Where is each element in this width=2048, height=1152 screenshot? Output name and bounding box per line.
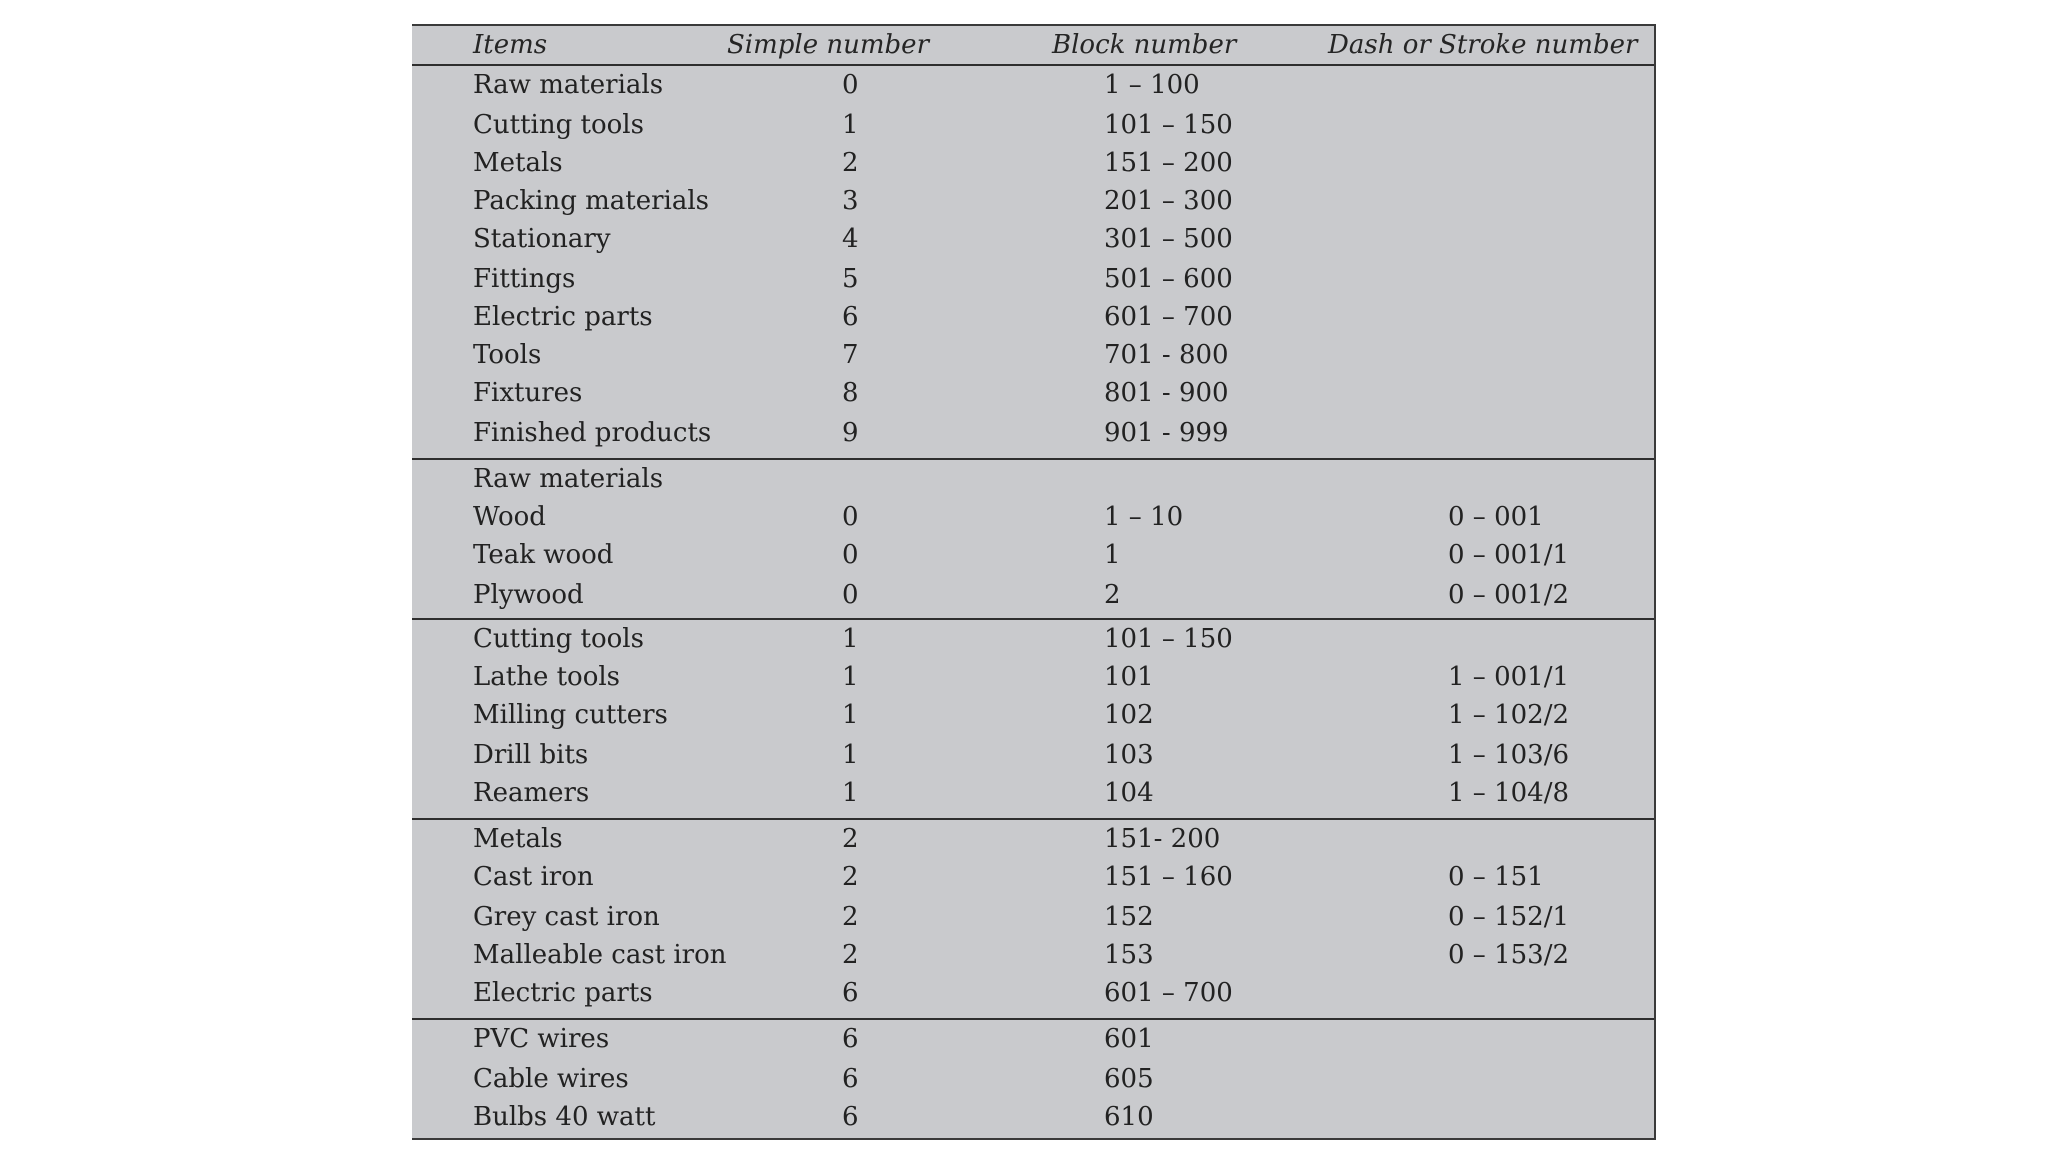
cell-item: Cutting tools bbox=[473, 624, 644, 654]
cell-block-number: 2 bbox=[1104, 580, 1121, 610]
table-row bbox=[412, 460, 1654, 498]
cell-dash-number: 1 – 001/1 bbox=[1448, 662, 1569, 692]
header-dash-number: Dash or Stroke number bbox=[1328, 30, 1638, 60]
table-group bbox=[412, 818, 1654, 1018]
cell-block-number: 102 bbox=[1104, 700, 1154, 730]
table-row bbox=[412, 774, 1654, 812]
cell-dash-number: 1 – 104/8 bbox=[1448, 778, 1569, 808]
cell-block-number: 103 bbox=[1104, 740, 1154, 770]
cell-item: Raw materials bbox=[473, 464, 664, 494]
table-group bbox=[412, 1018, 1654, 1140]
table-row bbox=[412, 66, 1654, 104]
cell-block-number: 151 – 200 bbox=[1104, 148, 1233, 178]
cell-block-number: 101 – 150 bbox=[1104, 110, 1233, 140]
header-block-number: Block number bbox=[1052, 30, 1237, 60]
table-row bbox=[412, 736, 1654, 774]
cell-simple-number: 1 bbox=[842, 110, 859, 140]
cell-dash-number: 0 – 001/2 bbox=[1448, 580, 1569, 610]
table-row bbox=[412, 414, 1654, 452]
cell-block-number: 901 - 999 bbox=[1104, 418, 1229, 448]
table-row bbox=[412, 144, 1654, 182]
cell-block-number: 1 – 100 bbox=[1104, 70, 1200, 100]
cell-simple-number: 8 bbox=[842, 378, 859, 408]
cell-simple-number: 1 bbox=[842, 778, 859, 808]
cell-item: Grey cast iron bbox=[473, 902, 660, 932]
cell-block-number: 152 bbox=[1104, 902, 1154, 932]
cell-block-number: 201 – 300 bbox=[1104, 186, 1233, 216]
cell-simple-number: 0 bbox=[842, 502, 859, 532]
cell-item: Cutting tools bbox=[473, 110, 644, 140]
cell-simple-number: 6 bbox=[842, 1024, 859, 1054]
cell-item: Malleable cast iron bbox=[473, 940, 727, 970]
table-row bbox=[412, 298, 1654, 336]
table-row bbox=[412, 536, 1654, 574]
cell-item: Electric parts bbox=[473, 302, 653, 332]
cell-item: Plywood bbox=[473, 580, 584, 610]
table-row bbox=[412, 576, 1654, 614]
cell-dash-number: 0 – 001/1 bbox=[1448, 540, 1569, 570]
table-row bbox=[412, 936, 1654, 974]
cell-simple-number: 3 bbox=[842, 186, 859, 216]
cell-block-number: 501 – 600 bbox=[1104, 264, 1233, 294]
cell-simple-number: 6 bbox=[842, 978, 859, 1008]
table-row bbox=[412, 898, 1654, 936]
cell-block-number: 701 - 800 bbox=[1104, 340, 1229, 370]
table-row bbox=[412, 974, 1654, 1012]
table-row bbox=[412, 336, 1654, 374]
table-row bbox=[412, 820, 1654, 858]
cell-simple-number: 6 bbox=[842, 1064, 859, 1094]
cell-block-number: 801 - 900 bbox=[1104, 378, 1229, 408]
cell-item: Teak wood bbox=[473, 540, 614, 570]
cell-simple-number: 0 bbox=[842, 70, 859, 100]
cell-block-number: 1 bbox=[1104, 540, 1121, 570]
cell-simple-number: 0 bbox=[842, 540, 859, 570]
cell-item: PVC wires bbox=[473, 1024, 610, 1054]
cell-block-number: 101 bbox=[1104, 662, 1154, 692]
cell-item: Bulbs 40 watt bbox=[473, 1102, 656, 1132]
cell-item: Electric parts bbox=[473, 978, 653, 1008]
header-items: Items bbox=[473, 30, 548, 60]
cell-simple-number: 4 bbox=[842, 224, 859, 254]
cell-simple-number: 2 bbox=[842, 902, 859, 932]
cell-simple-number: 1 bbox=[842, 740, 859, 770]
table-row bbox=[412, 498, 1654, 536]
cell-dash-number: 0 – 153/2 bbox=[1448, 940, 1569, 970]
table-row bbox=[412, 1098, 1654, 1136]
cell-item: Metals bbox=[473, 148, 563, 178]
table-header bbox=[412, 26, 1654, 66]
cell-dash-number: 1 – 103/6 bbox=[1448, 740, 1569, 770]
cell-simple-number: 1 bbox=[842, 624, 859, 654]
cell-dash-number: 1 – 102/2 bbox=[1448, 700, 1569, 730]
cell-simple-number: 7 bbox=[842, 340, 859, 370]
cell-block-number: 151 – 160 bbox=[1104, 862, 1233, 892]
header-simple-number: Simple number bbox=[727, 30, 929, 60]
cell-simple-number: 2 bbox=[842, 148, 859, 178]
cell-item: Metals bbox=[473, 824, 563, 854]
cell-simple-number: 1 bbox=[842, 662, 859, 692]
cell-simple-number: 1 bbox=[842, 700, 859, 730]
table-row bbox=[412, 106, 1654, 144]
cell-block-number: 601 – 700 bbox=[1104, 978, 1233, 1008]
table-row bbox=[412, 696, 1654, 734]
table-row bbox=[412, 182, 1654, 220]
cell-block-number: 151- 200 bbox=[1104, 824, 1221, 854]
cell-simple-number: 0 bbox=[842, 580, 859, 610]
cell-simple-number: 2 bbox=[842, 940, 859, 970]
cell-item: Tools bbox=[473, 340, 542, 370]
cell-dash-number: 0 – 152/1 bbox=[1448, 902, 1569, 932]
cell-item: Finished products bbox=[473, 418, 712, 448]
cell-item: Fixtures bbox=[473, 378, 583, 408]
cell-item: Cast iron bbox=[473, 862, 594, 892]
cell-item: Reamers bbox=[473, 778, 590, 808]
coding-table bbox=[412, 24, 1656, 1140]
cell-block-number: 153 bbox=[1104, 940, 1154, 970]
cell-item: Drill bits bbox=[473, 740, 589, 770]
table-row bbox=[412, 260, 1654, 298]
cell-item: Cable wires bbox=[473, 1064, 629, 1094]
cell-item: Lathe tools bbox=[473, 662, 621, 692]
cell-item: Fittings bbox=[473, 264, 576, 294]
cell-block-number: 610 bbox=[1104, 1102, 1154, 1132]
cell-item: Packing materials bbox=[473, 186, 710, 216]
cell-item: Stationary bbox=[473, 224, 611, 254]
table-row bbox=[412, 1060, 1654, 1098]
table-row bbox=[412, 220, 1654, 258]
cell-block-number: 605 bbox=[1104, 1064, 1154, 1094]
table-row bbox=[412, 658, 1654, 696]
cell-dash-number: 0 – 151 bbox=[1448, 862, 1544, 892]
cell-simple-number: 6 bbox=[842, 1102, 859, 1132]
cell-block-number: 1 – 10 bbox=[1104, 502, 1184, 532]
cell-simple-number: 2 bbox=[842, 824, 859, 854]
cell-block-number: 601 – 700 bbox=[1104, 302, 1233, 332]
table-row bbox=[412, 1020, 1654, 1058]
table-row bbox=[412, 858, 1654, 896]
cell-block-number: 301 – 500 bbox=[1104, 224, 1233, 254]
cell-simple-number: 5 bbox=[842, 264, 859, 294]
table-row bbox=[412, 374, 1654, 412]
table-group bbox=[412, 618, 1654, 818]
cell-block-number: 101 – 150 bbox=[1104, 624, 1233, 654]
table-group bbox=[412, 458, 1654, 618]
cell-dash-number: 0 – 001 bbox=[1448, 502, 1544, 532]
table-group bbox=[412, 66, 1654, 458]
cell-block-number: 601 bbox=[1104, 1024, 1154, 1054]
cell-simple-number: 9 bbox=[842, 418, 859, 448]
table-row bbox=[412, 620, 1654, 658]
cell-simple-number: 6 bbox=[842, 302, 859, 332]
cell-item: Wood bbox=[473, 502, 546, 532]
cell-simple-number: 2 bbox=[842, 862, 859, 892]
cell-item: Raw materials bbox=[473, 70, 664, 100]
cell-block-number: 104 bbox=[1104, 778, 1154, 808]
cell-item: Milling cutters bbox=[473, 700, 668, 730]
